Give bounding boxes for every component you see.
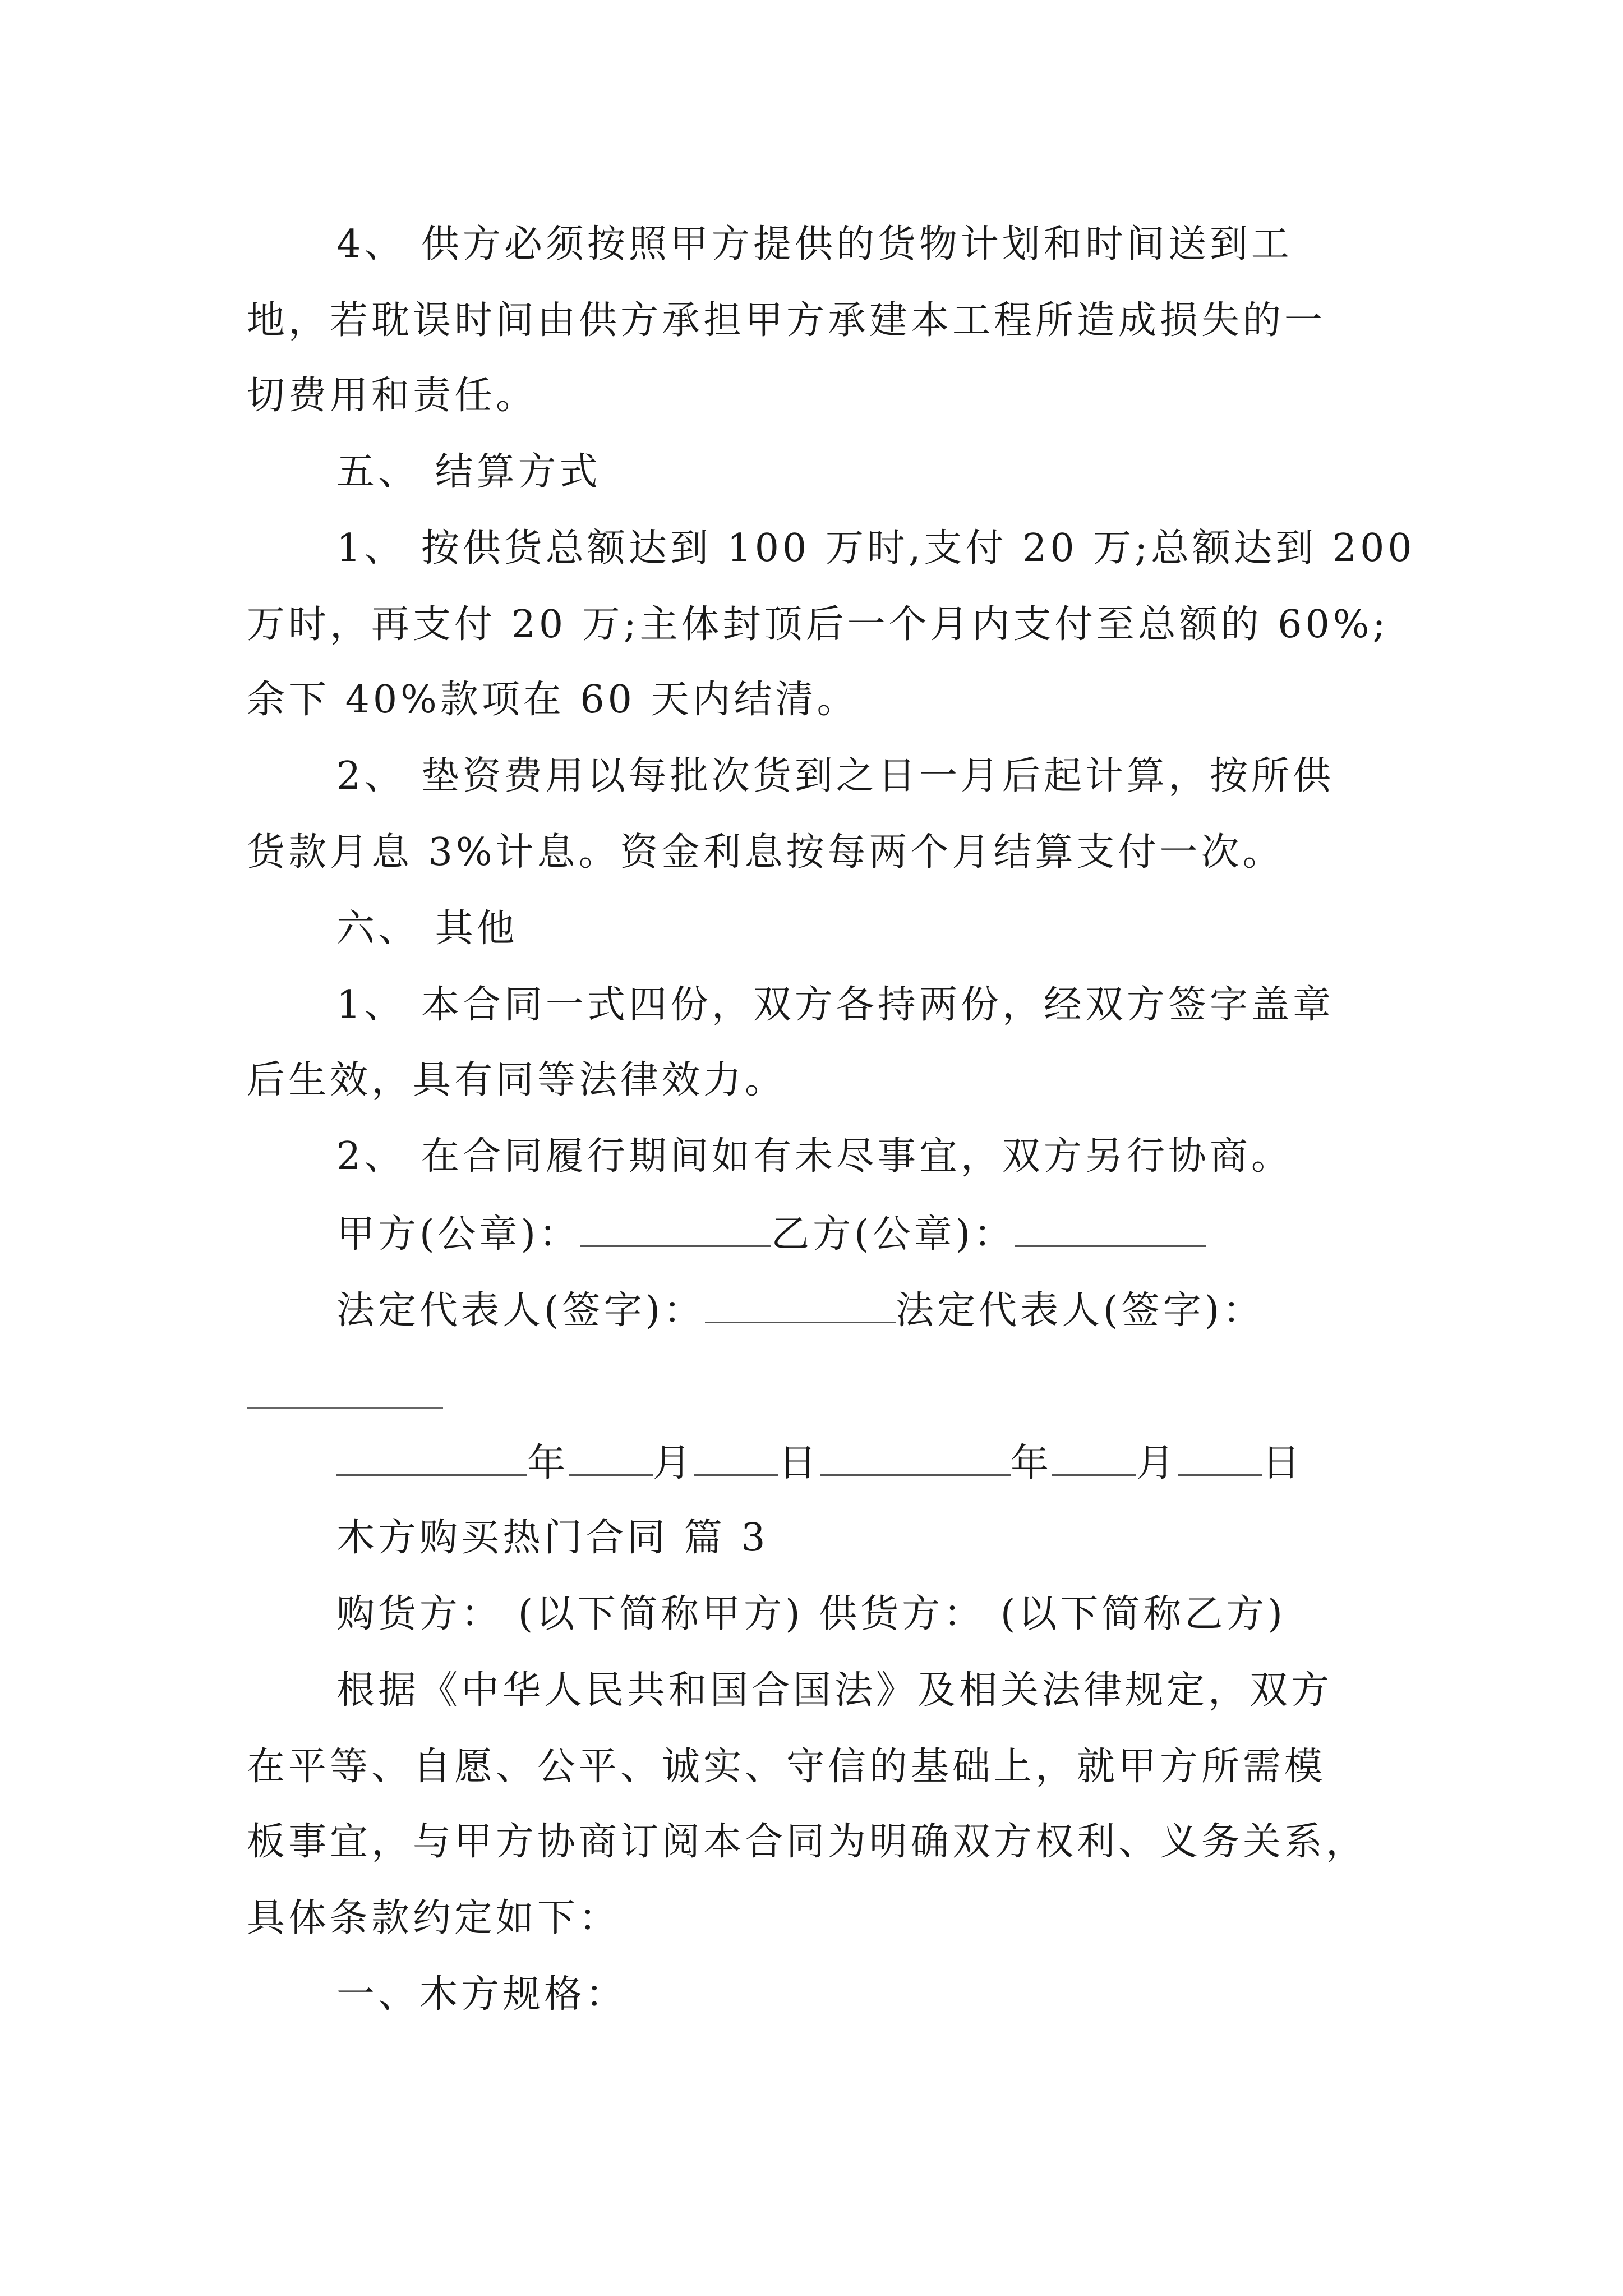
date-b-month-blank[interactable] [1052, 1443, 1136, 1476]
date-a-day-label: 日 [778, 1441, 820, 1485]
clause-5-2-line-1: 2、 垫资费用以每批次货到之日一月后起计算，按所供 [336, 754, 1334, 798]
party-b-rep-label: 法定代表人(签字)： [896, 1289, 1265, 1333]
clause-6-2-line-1: 2、 在合同履行期间如有未尽事宜，双方另行协商。 [336, 1134, 1293, 1179]
date-a-year-blank[interactable] [336, 1443, 527, 1476]
representative-row [336, 1289, 1265, 1333]
date-b-month-label: 月 [1136, 1441, 1178, 1485]
seal-row [336, 1212, 1206, 1257]
clause-4-line-2: 地，若耽误时间由供方承担甲方承建本工程所造成损失的一 [247, 298, 1326, 343]
clause-5-1-line-2: 万时，再支付 20 万;主体封顶后一个月内支付至总额的 60%; [247, 602, 1389, 647]
party-b-seal-label: 乙方(公章)： [771, 1212, 1016, 1257]
clause-4-line-1: 4、 供方必须按照甲方提供的货物计划和时间送到工 [336, 222, 1293, 266]
section-6-heading: 六、 其他 [336, 907, 518, 951]
date-a-month-label: 月 [653, 1441, 695, 1485]
date-row [336, 1443, 1303, 1483]
party-b-seal-blank[interactable] [1015, 1214, 1206, 1247]
section-5-heading: 五、 结算方式 [336, 450, 601, 494]
party-a-rep-label: 法定代表人(签字)： [336, 1289, 706, 1333]
party-a-rep-blank[interactable] [705, 1290, 896, 1323]
parties-line: 购货方： (以下简称甲方) 供货方： (以下简称乙方) [336, 1592, 1286, 1636]
date-a-year-label: 年 [527, 1441, 569, 1485]
date-b-year-blank[interactable] [820, 1443, 1011, 1476]
clause-5-1-line-3: 余下 40%款项在 60 天内结清。 [247, 678, 859, 722]
date-b-year-label: 年 [1011, 1441, 1053, 1485]
intro-line-2: 在平等、自愿、公平、诚实、守信的基础上，就甲方所需模 [247, 1745, 1326, 1789]
party-a-seal-blank[interactable] [580, 1214, 771, 1247]
date-a-day-blank[interactable] [694, 1443, 778, 1476]
intro-line-3: 板事宜，与甲方协商订阅本合同为明确双方权利、义务关系， [247, 1820, 1368, 1864]
clause-5-2-line-2: 货款月息 3%计息。资金利息按每两个月结算支付一次。 [247, 830, 1284, 875]
clause-6-1-line-1: 1、 本合同一式四份，双方各持两份，经双方签字盖章 [336, 983, 1334, 1027]
clause-4-line-3: 切费用和责任。 [247, 374, 538, 418]
date-a-month-blank[interactable] [569, 1443, 653, 1476]
clause-5-1-line-1: 1、 按供货总额达到 100 万时,支付 20 万;总额达到 200 [336, 526, 1415, 570]
item-1-heading: 一、木方规格： [336, 1972, 628, 2017]
clause-6-1-line-2: 后生效，具有同等法律效力。 [247, 1058, 787, 1102]
party-b-rep-blank[interactable] [247, 1407, 443, 1409]
date-b-day-label: 日 [1262, 1441, 1304, 1485]
intro-line-1: 根据《中华人民共和国合国法》及相关法律规定，双方 [336, 1668, 1333, 1713]
party-a-seal-label: 甲方(公章)： [336, 1212, 581, 1257]
date-b-day-blank[interactable] [1178, 1443, 1262, 1476]
section-title: 木方购买热门合同 篇 3 [336, 1516, 769, 1560]
intro-line-4: 具体条款约定如下： [247, 1896, 621, 1940]
